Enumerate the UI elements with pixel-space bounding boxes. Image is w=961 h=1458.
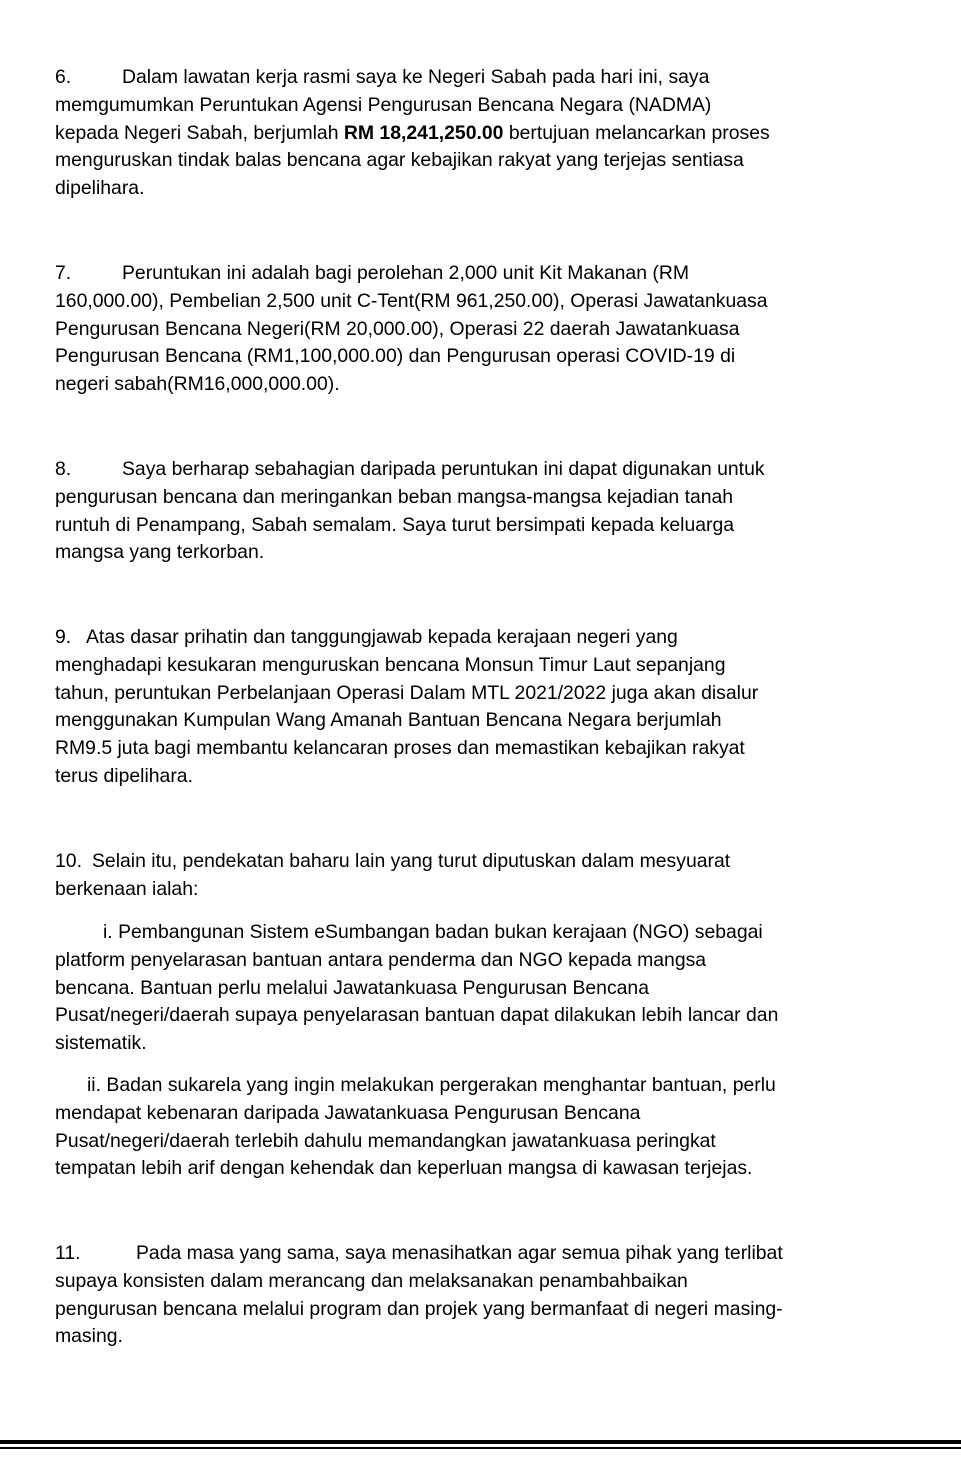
paragraph-7-line-5: negeri sabah(RM16,000,000.00). bbox=[55, 373, 340, 396]
paragraph-11-line-2: supaya konsisten dalam merancang dan melaksanakan penambahbaikan bbox=[55, 1269, 688, 1292]
paragraph-9-line-6: terus dipelihara. bbox=[55, 764, 193, 787]
paragraph-7-text-1: Peruntukan ini adalah bagi perolehan 2,000 unit Kit Makanan (RM bbox=[122, 262, 690, 284]
paragraph-11-line-3: pengurusan bencana melalui program dan projek yang bermanfaat di negeri masing- bbox=[55, 1297, 783, 1320]
paragraph-9 bbox=[55, 624, 905, 791]
paragraph-11-line-1 bbox=[55, 1240, 905, 1268]
paragraph-9-line-4: menggunakan Kumpulan Wang Amanah Bantuan Bencana Negara berjumlah bbox=[55, 709, 722, 732]
list-item-ii bbox=[55, 1072, 905, 1183]
paragraph-10 bbox=[55, 848, 905, 904]
paragraph-6-line-3 bbox=[55, 120, 905, 148]
paragraph-7-line-4: Pengurusan Bencana (RM1,100,000.00) dan Pengurusan operasi COVID-19 di bbox=[55, 345, 736, 368]
paragraph-6-text-1: Dalam lawatan kerja rasmi saya ke Negeri Sabah pada hari ini, saya bbox=[122, 66, 710, 88]
paragraph-11-number: 11. bbox=[55, 1242, 81, 1264]
paragraph-8-line-3: runtuh di Penampang, Sabah semalam. Saya turut bersimpati kepada keluarga bbox=[55, 513, 735, 536]
paragraph-10-line-2: berkenaan ialah: bbox=[55, 877, 199, 900]
paragraph-7-number: 7. bbox=[55, 262, 72, 284]
paragraph-6-number: 6. bbox=[55, 66, 72, 88]
paragraph-6-text-3b: bertujuan melancarkan proses bbox=[503, 121, 770, 144]
paragraph-9-line-1 bbox=[55, 624, 905, 652]
paragraph-8-text-1: Saya berharap sebahagian daripada peruntukan ini dapat digunakan untuk bbox=[122, 458, 765, 480]
paragraph-8-number: 8. bbox=[55, 458, 72, 480]
list-item-i-line-1: i. Pembangunan Sistem eSumbangan badan bukan kerajaan (NGO) sebagai bbox=[103, 921, 763, 943]
paragraph-9-line-2: menghadapi kesukaran menguruskan bencana Monsun Timur Laut sepanjang bbox=[55, 653, 726, 676]
paragraph-6 bbox=[55, 64, 905, 203]
paragraph-8 bbox=[55, 456, 905, 567]
paragraph-6-text-3a: kepada Negeri Sabah, berjumlah bbox=[55, 121, 344, 144]
paragraph-9-line-5: RM9.5 juta bagi membantu kelancaran proses dan memastikan kebajikan rakyat bbox=[55, 737, 745, 760]
list-item-ii-line-4: tempatan lebih arif dengan kehendak dan keperluan mangsa di kawasan terjejas. bbox=[55, 1157, 753, 1180]
paragraph-9-line-3: tahun, peruntukan Perbelanjaan Operasi Dalam MTL 2021/2022 juga akan disalur bbox=[55, 681, 759, 704]
paragraph-6-line-4: menguruskan tindak balas bencana agar kebajikan rakyat yang terjejas sentiasa bbox=[55, 149, 744, 172]
list-item-i-line-5: sistematik. bbox=[55, 1032, 147, 1055]
list-item-ii-line-1: ii. Badan sukarela yang ingin melakukan pergerakan menghantar bantuan, perlu bbox=[87, 1074, 776, 1096]
paragraph-10-number: 10. bbox=[55, 850, 82, 872]
paragraph-8-line-1 bbox=[55, 456, 905, 484]
paragraph-7-line-2: 160,000.00), Pembelian 2,500 unit C-Tent(RM 961,250.00), Operasi Jawatankuasa bbox=[55, 289, 768, 312]
paragraph-8-line-4: mangsa yang terkorban. bbox=[55, 541, 265, 564]
paragraph-6-line-1 bbox=[55, 64, 905, 92]
list-item-ii-line-3: Pusat/negeri/daerah terlebih dahulu memandangkan jawatankuasa peringkat bbox=[55, 1129, 716, 1152]
list-item-ii-line-2: mendapat kebenaran daripada Jawatankuasa Pengurusan Bencana bbox=[55, 1101, 641, 1124]
paragraph-7-line-3: Pengurusan Bencana Negeri(RM 20,000.00), Operasi 22 daerah Jawatankuasa bbox=[55, 317, 740, 340]
list-item-i-line-4: Pusat/negeri/daerah supaya penyelarasan bantuan dapat dilakukan lebih lancar dan bbox=[55, 1004, 779, 1027]
paragraph-9-number: 9. bbox=[55, 626, 72, 648]
footer-rule-thick bbox=[0, 1440, 961, 1444]
paragraph-10-text-1: Selain itu, pendekatan baharu lain yang turut diputuskan dalam mesyuarat bbox=[92, 850, 731, 872]
paragraph-11 bbox=[55, 1240, 905, 1351]
paragraph-11-text-1: Pada masa yang sama, saya menasihatkan agar semua pihak yang terlibat bbox=[136, 1242, 783, 1264]
list-item-i-line-3: bencana. Bantuan perlu melalui Jawatankuasa Pengurusan Bencana bbox=[55, 976, 649, 999]
paragraph-10-line-1 bbox=[55, 848, 905, 876]
paragraph-6-line-2: memgumumkan Peruntukan Agensi Pengurusan Bencana Negara (NADMA) bbox=[55, 93, 712, 116]
paragraph-9-text-1: Atas dasar prihatin dan tanggungjawab kepada kerajaan negeri yang bbox=[86, 626, 678, 648]
paragraph-6-line-5: dipelihara. bbox=[55, 177, 145, 200]
paragraph-7-line-1 bbox=[55, 260, 905, 288]
list-item-i bbox=[55, 919, 905, 1058]
paragraph-8-line-2: pengurusan bencana dan meringankan beban mangsa-mangsa kejadian tanah bbox=[55, 485, 734, 508]
paragraph-7 bbox=[55, 260, 905, 399]
allocation-amount: RM 18,241,250.00 bbox=[343, 121, 504, 144]
paragraph-11-line-4: masing. bbox=[55, 1325, 123, 1348]
footer-rule-thin bbox=[0, 1447, 961, 1449]
list-item-i-line-2: platform penyelarasan bantuan antara penderma dan NGO kepada mangsa bbox=[55, 948, 707, 971]
